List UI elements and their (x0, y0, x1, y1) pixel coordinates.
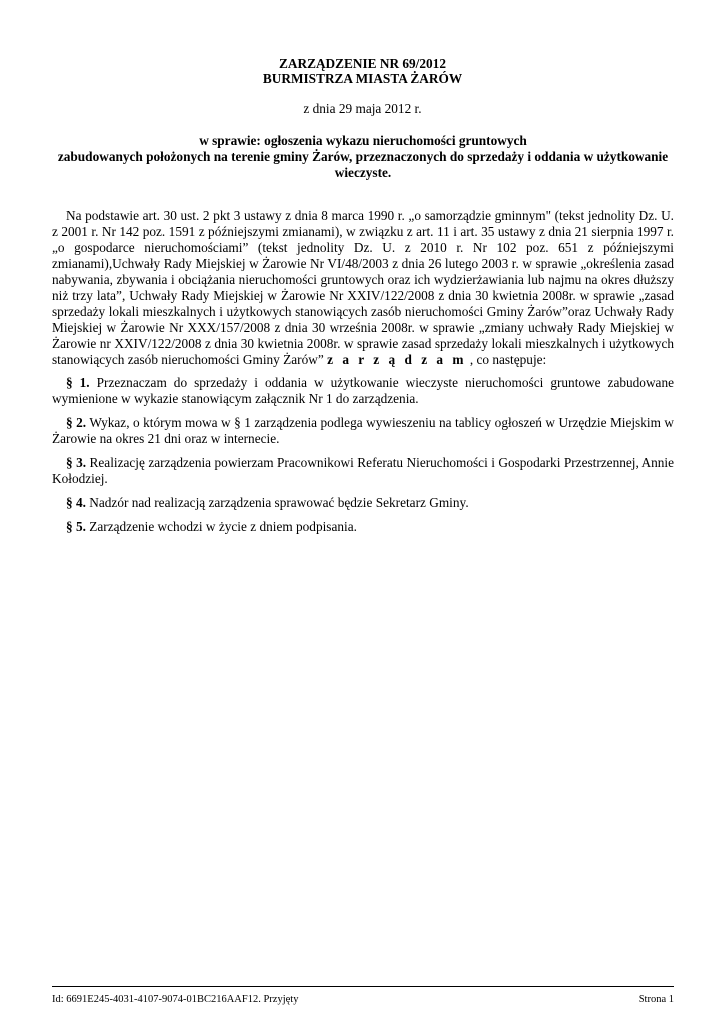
document-date: z dnia 29 maja 2012 r. (303, 101, 422, 116)
document-body (52, 208, 674, 543)
section-text: Nadzór nad realizacją zarządzenia sprawować będzie Sekretarz Gminy. (89, 495, 469, 510)
section-mark: § 4. (66, 495, 86, 510)
subject-line-2: zabudowanych położonych na terenie gminy Żarów, przeznaczonych do sprzedaży i oddania w użytkowanie (57, 149, 669, 164)
section-paragraph (52, 375, 674, 407)
section-paragraph (52, 519, 674, 535)
section-text: Zarządzenie wchodzi w życie z dniem podpisania. (89, 519, 357, 534)
section-mark: § 2. (66, 415, 87, 430)
section-text: Wykaz, o którym mowa w § 1 zarządzenia podlega wywieszeniu na tablicy ogłoszeń w Urzędzie Miejskim w Żarowie na okres 21 dni oraz w internecie. (52, 415, 674, 446)
document-title-line-1: ZARZĄDZENIE NR 69/2012 (279, 56, 446, 71)
section-paragraph (52, 455, 674, 487)
subject-line-1: w sprawie: ogłoszenia wykazu nieruchomości gruntowych (199, 133, 527, 148)
document-title-line-2: BURMISTRZA MIASTA ŻARÓW (262, 71, 463, 86)
subject-line-3: wieczyste. (334, 165, 392, 180)
section-paragraph (52, 495, 674, 511)
document-subject (52, 133, 674, 181)
section-text: Przeznaczam do sprzedaży i oddania w użytkowanie wieczyste nieruchomości gruntowe zabudowane wymienione w wykazie stanowiącym załącznik Nr 1 do zarządzenia. (52, 375, 675, 406)
footer-divider (52, 986, 674, 987)
section-text: Realizację zarządzenia powierzam Pracownikowi Referatu Nieruchomości i Gospodarki Przestrzennej, Annie Kołodziej. (52, 455, 674, 486)
section-mark: § 1. (66, 375, 90, 390)
footer-page-number: Strona 1 (638, 994, 674, 1005)
footer-document-id: Id: 6691E245-4031-4107-9074-01BC216AAF12. Przyjęty (52, 994, 299, 1005)
preamble-paragraph (52, 208, 674, 368)
preamble-emphasis: z a r z ą d z a m (327, 352, 467, 367)
preamble-text: Na podstawie art. 30 ust. 2 pkt 3 ustawy z dnia 8 marca 1990 r. „o samorządzie gminnym" (tekst jednolity Dz. U. z 2001 r. Nr 142 poz. 1591 z późniejszymi zmianami), w związku z art. 11 i art. 35 ustawy z dnia 21 sierpnia 1997 r. „o gospodarce nieruchomościami” (tekst jednolity Dz. U. z 2010 r. Nr 102 poz. 651 z późniejszymi zmianami),Uchwały Rady Miejskiej w Żarowie Nr VI/48/2003 z dnia 26 lutego 2003 r. w sprawie „określenia zasad nabywania, zbywania i obciążania nieruchomości gruntowych oraz ich wydzierżawiania lub najmu na okres dłuższy niż trzy lata”, Uchwały Rady Miejskiej w Żarowie Nr XXIV/122/2008 z dnia 30 kwietnia 2008r. w sprawie „zasad sprzedaży lokali mieszkalnych i użytkowych stanowiących zasób nieruchomości Gminy Żarów”oraz Uchwały Rady Miejskiej w Żarowie Nr XXX/157/2008 z dnia 30 września 2008r. w sprawie „zmiany uchwały Rady Miejskiej w Żarowie nr XXIV/122/2008 z dnia 30 kwietnia 2008r. w sprawie zasad sprzedaży lokali mieszkalnych i użytkowych stanowiących zasób nieruchomości Gminy Żarów” (52, 208, 674, 367)
section-paragraph (52, 415, 674, 447)
section-mark: § 5. (66, 519, 86, 534)
section-mark: § 3. (66, 455, 87, 470)
preamble-end: , co następuje: (469, 352, 547, 367)
